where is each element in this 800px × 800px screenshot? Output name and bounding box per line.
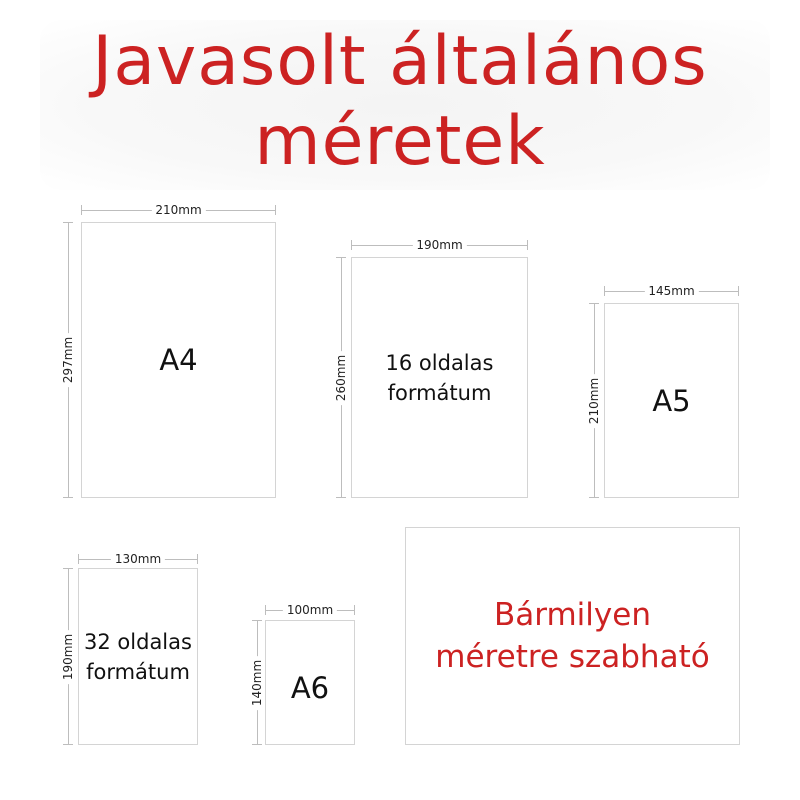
a4-height-dimension bbox=[61, 222, 75, 498]
a4-width-label: 210mm bbox=[151, 203, 205, 217]
a6-height-dimension bbox=[250, 620, 264, 745]
p16-label bbox=[386, 348, 494, 408]
title-line-1: Javasolt általános bbox=[92, 22, 708, 101]
custom-label-line-1: Bármilyen bbox=[494, 597, 651, 633]
a5-height-dimension bbox=[587, 303, 601, 498]
p16-width-label: 190mm bbox=[412, 238, 466, 252]
a4-label: A4 bbox=[159, 343, 198, 377]
p16-height-dimension bbox=[334, 257, 348, 498]
a5-label: A5 bbox=[652, 383, 691, 418]
a6-label: A6 bbox=[290, 670, 330, 705]
a5-sheet bbox=[604, 303, 739, 498]
a4-sheet bbox=[81, 222, 276, 498]
p16-label-line-2: formátum bbox=[387, 380, 492, 405]
p32-sheet bbox=[78, 568, 198, 745]
p16-sheet bbox=[351, 257, 528, 498]
p16-height-label: 260mm bbox=[334, 350, 348, 404]
p32-width-label: 130mm bbox=[111, 552, 165, 566]
a4-height-label: 297mm bbox=[61, 333, 75, 387]
a6-height-label: 140mm bbox=[250, 655, 264, 709]
title-line-2: méretek bbox=[254, 102, 546, 181]
a6-width-label: 100mm bbox=[283, 603, 337, 617]
a5-height-label: 210mm bbox=[587, 373, 601, 427]
p32-height-dimension bbox=[61, 568, 75, 745]
a4-width-dimension bbox=[81, 203, 276, 217]
a5-width-label: 145mm bbox=[644, 284, 698, 298]
p16-label-line-1: 16 oldalas bbox=[385, 350, 494, 375]
custom-label-line-2: méretre szabható bbox=[435, 639, 710, 675]
p32-label bbox=[84, 627, 192, 687]
p32-label-line-2: formátum bbox=[86, 659, 190, 684]
a6-width-dimension bbox=[265, 603, 355, 617]
p16-width-dimension bbox=[351, 238, 528, 252]
p32-label-line-1: 32 oldalas bbox=[84, 629, 192, 654]
p32-width-dimension bbox=[78, 552, 198, 566]
page-title bbox=[0, 22, 800, 182]
a5-width-dimension bbox=[604, 284, 739, 298]
a6-sheet bbox=[265, 620, 355, 745]
custom-size-box bbox=[405, 527, 740, 745]
custom-size-label bbox=[435, 594, 709, 678]
p32-height-label: 190mm bbox=[61, 629, 75, 683]
